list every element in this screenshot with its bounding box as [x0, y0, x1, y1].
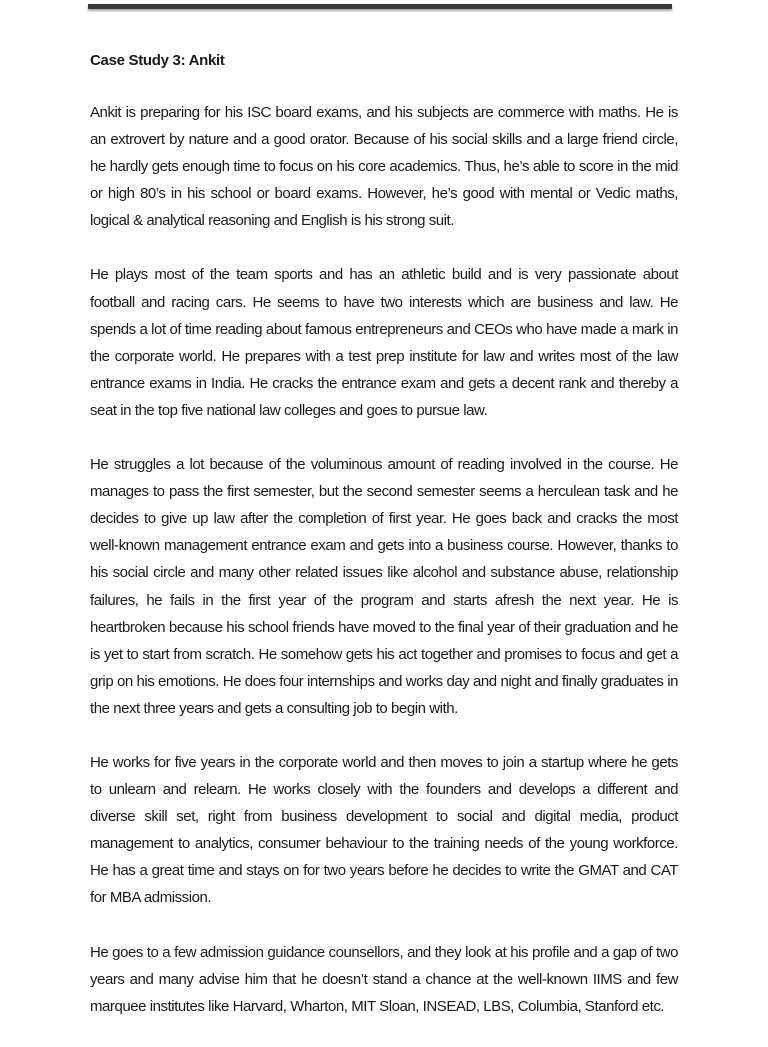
- paragraph-admissions: He goes to a few admission guidance counsellors, and they look at his profile and a gap of two years and many advise him that he doesn’t stand a chance at the well-known IIMS and few marquee institutes like Harvard, Wharton, MIT Sloan, INSEAD, LBS, Columbia, Stanford etc.: [90, 943, 678, 1015]
- paragraph-interests: He plays most of the team sports and has an athletic build and is very passionate about football and racing cars. He seems to have two interests which are business and law. He spends a lot of time reading about famous entrepreneurs and CEOs who have made a mark in the corporate world. He prepares with a test prep institute for law and writes most of the law entrance exams in India. He cracks the entrance exam and gets a decent rank and thereby a seat in the top five national law colleges and goes to pursue law.: [90, 266, 678, 419]
- paragraph-career: He works for five years in the corporate world and then moves to join a startup where he gets to unlearn and relearn. He works closely with the founders and develops a different and diverse skill set, right from business development to social and digital media, product management to analytics, consumer behaviour to the training needs of the young workforce. He has a great time and stays on for two years before he decides to write the GMAT and CAT for MBA admission.: [90, 753, 678, 907]
- document-page: [90, 47, 678, 1047]
- paragraph-struggles: He struggles a lot because of the voluminous amount of reading involved in the course. He manages to pass the first semester, but the second semester seems a herculean task and he decides to give up law after the completion of first year. He goes back and cracks the most well-known management entrance exam and gets into a business course. However, thanks to his social circle and many other related issues like alcohol and substance abuse, relationship failures, he fails in the first year of the program and starts afresh the next year. He is heartbroken because his school friends have moved to the final year of their graduation and he is yet to start from scratch. He somehow gets his act together and promises to focus and get a grip on his emotions. He does four internships and works day and night and finally graduates in the next three years and gets a consulting job to begin with.: [90, 456, 678, 717]
- top-rule: [88, 4, 672, 9]
- case-study-title: Case Study 3: Ankit: [90, 52, 225, 69]
- paragraph-background: Ankit is preparing for his ISC board exams, and his subjects are commerce with maths. He is an extrovert by nature and a good orator. Because of his social skills and a large friend circle, he hardly gets enough time to focus on his core academics. Thus, he’s able to score in the mid or high 80’s in his school or board exams. However, he’s good with mental or Vedic maths, logical & analytical reasoning and English is his strong suit.: [90, 104, 678, 230]
